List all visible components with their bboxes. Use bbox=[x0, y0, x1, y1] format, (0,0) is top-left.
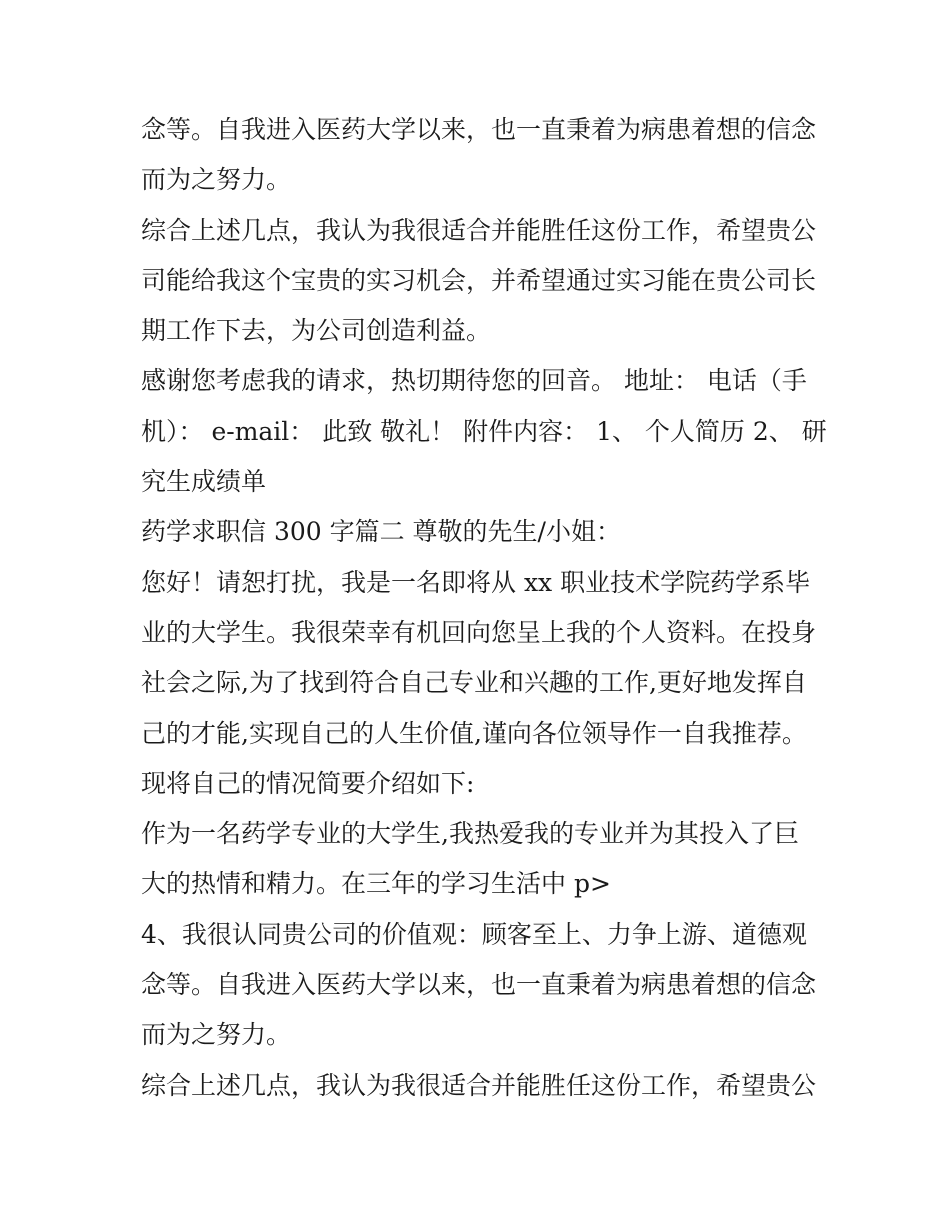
text-line: 期工作下去，为公司创造利益。 bbox=[141, 316, 492, 346]
text-line: 而为之努力。 bbox=[141, 1020, 292, 1050]
text-line: 大的热情和精力。在三年的学习生活中 p> bbox=[141, 869, 611, 899]
text-line: 业的大学生。我很荣幸有机回向您呈上我的个人资料。在投身 bbox=[141, 617, 817, 647]
text-line: 现将自己的情况简要介绍如下: bbox=[141, 768, 475, 798]
text-line: 您好！请恕打扰，我是一名即将从 xx 职业技术学院药学系毕 bbox=[141, 567, 811, 597]
text-line: 司能给我这个宝贵的实习机会，并希望通过实习能在贵公司长 bbox=[141, 265, 817, 295]
text-line: 综合上述几点，我认为我很适合并能胜任这份工作，希望贵公 bbox=[141, 215, 817, 245]
text-line: 己的才能,实现自己的人生价值,谨向各位领导作一自我推荐。 bbox=[141, 718, 807, 748]
text-line: 4、我很认同贵公司的价值观：顾客至上、力争上游、道德观 bbox=[141, 919, 807, 949]
text-line: 综合上述几点，我认为我很适合并能胜任这份工作，希望贵公 bbox=[141, 1070, 817, 1100]
text-line: 机）： e-mail： 此致 敬礼！ 附件内容： 1、 个人简历 2、 研 bbox=[141, 416, 827, 446]
text-line: 念等。自我进入医药大学以来，也一直秉着为病患着想的信念 bbox=[141, 970, 817, 1000]
text-line: 而为之努力。 bbox=[141, 165, 292, 195]
text-line: 念等。自我进入医药大学以来，也一直秉着为病患着想的信念 bbox=[141, 115, 817, 144]
text-line: 究生成绩单 bbox=[141, 467, 267, 497]
document-body bbox=[141, 105, 827, 1111]
text-line: 社会之际,为了找到符合自己专业和兴趣的工作,更好地发挥自 bbox=[141, 668, 807, 698]
text-line: 感谢您考虑我的请求，热切期待您的回音。 地址： 电话（手 bbox=[141, 366, 807, 396]
text-line: 作为一名药学专业的大学生,我热爱我的专业并为其投入了巨 bbox=[141, 819, 799, 849]
text-line: 药学求职信 300 字篇二 尊敬的先生/小姐： bbox=[141, 517, 621, 547]
